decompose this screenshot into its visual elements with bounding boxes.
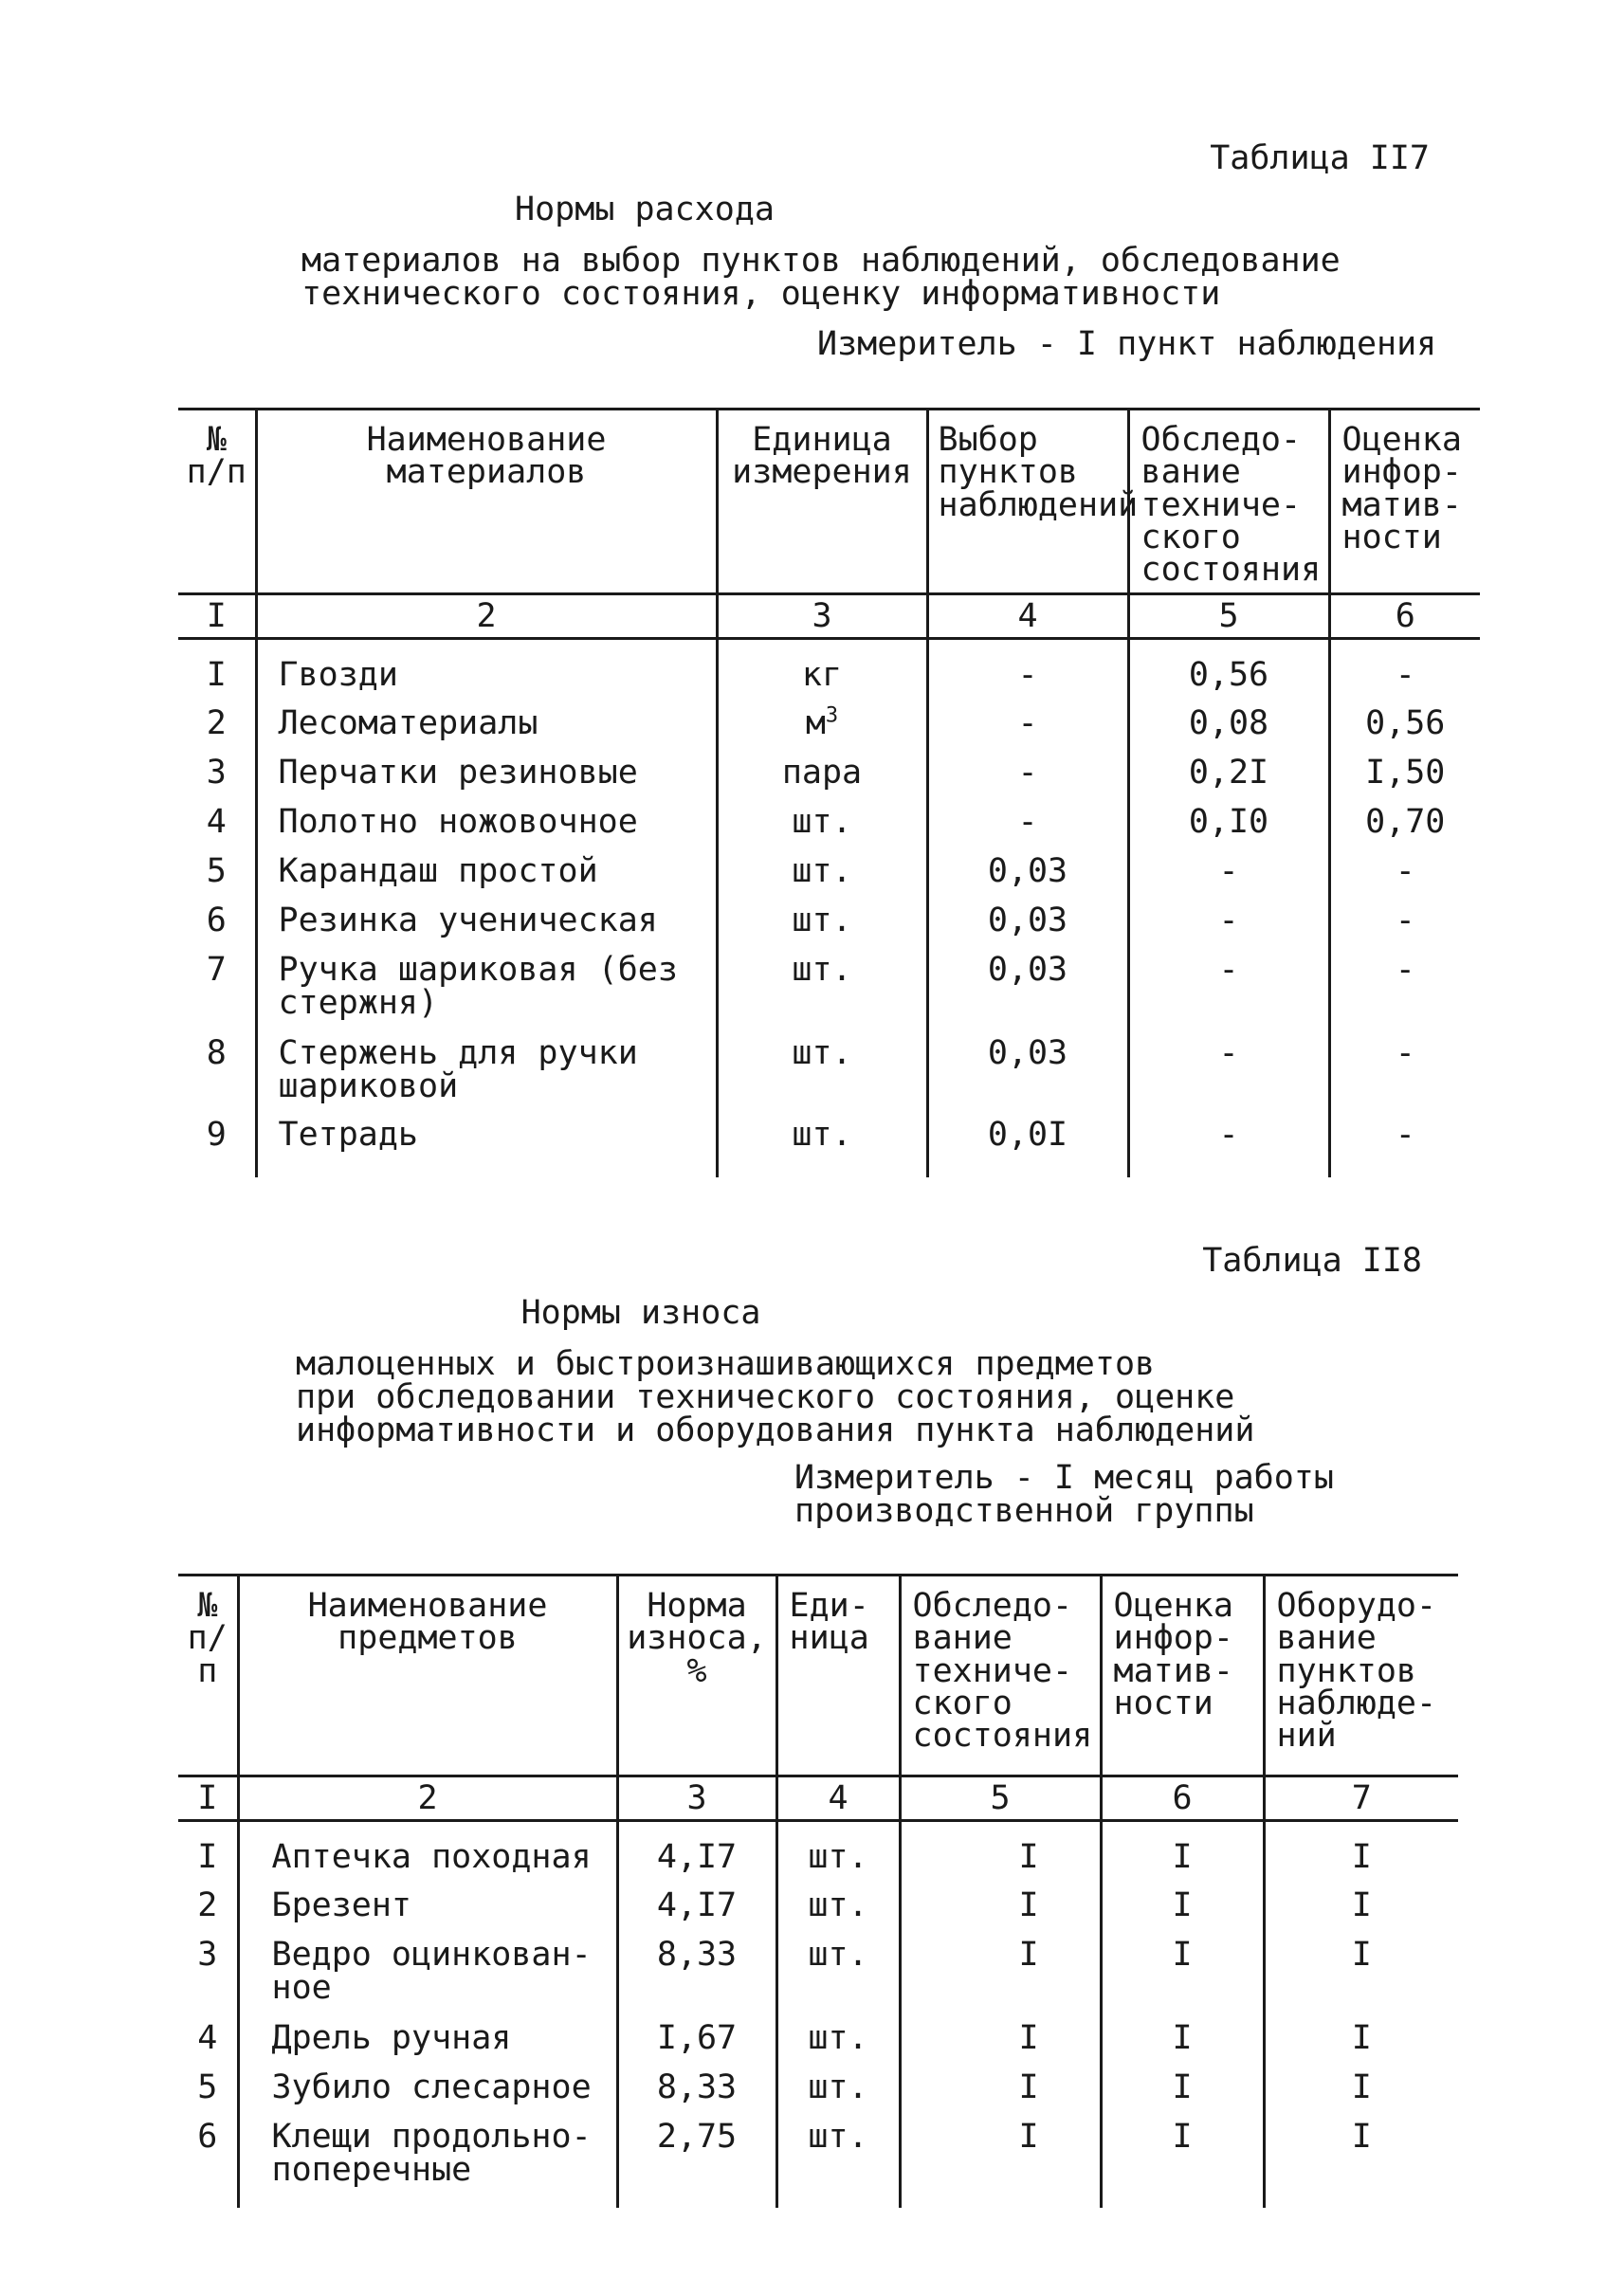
table-117 [178, 408, 1480, 1177]
t118-colnum: 7 [1264, 1776, 1458, 1821]
t118-header-name: Наименование предметов [238, 1576, 617, 1776]
t118-colnum: 3 [617, 1776, 776, 1821]
row-name: Тетрадь [256, 1119, 717, 1177]
row-name: Полотно ножовочное [256, 806, 717, 855]
row-number: 6 [197, 2117, 218, 2156]
row-name: Ручка шариковая (без стержня) [256, 954, 717, 1037]
row-norm: 8,33 [617, 1939, 776, 2022]
row-number: 5 [206, 851, 227, 890]
t118-header-c6: Оценка инфор- матив- ности [1101, 1576, 1264, 1776]
row-c4: - [927, 707, 1128, 756]
row-unit: шт. [776, 2121, 900, 2208]
table-row [178, 855, 1480, 904]
row-number: 5 [197, 2067, 218, 2106]
row-c4: - [927, 756, 1128, 806]
row-number: 3 [206, 753, 227, 792]
row-norm: I,67 [617, 2022, 776, 2071]
row-c4: 0,03 [927, 855, 1128, 904]
row-c5: - [1128, 1037, 1329, 1119]
row-unit: шт. [776, 1889, 900, 1939]
t117-header-c5: Обследо- вание техниче- ского состояния [1128, 410, 1329, 594]
row-c5: I [900, 1939, 1101, 2022]
table-row [178, 639, 1480, 707]
row-c5: 0,08 [1128, 707, 1329, 756]
row-number: I [206, 656, 227, 694]
row-name: Зубило слесарное [238, 2071, 617, 2121]
row-c7: I [1264, 2022, 1458, 2071]
row-c5: - [1128, 904, 1329, 954]
row-c6: - [1329, 904, 1480, 954]
row-c7: I [1264, 2071, 1458, 2121]
table-118 [178, 1574, 1458, 2208]
row-c5: - [1128, 954, 1329, 1037]
row-norm: 2,75 [617, 2121, 776, 2208]
row-unit: пара [717, 756, 927, 806]
row-unit [717, 702, 927, 756]
row-unit: шт. [776, 1821, 900, 1889]
row-name: Стержень для ручки шариковой [256, 1037, 717, 1119]
row-c4: 0,03 [927, 904, 1128, 954]
table-117-number: Таблица II7 [1210, 139, 1430, 177]
row-c6: I [1101, 2022, 1264, 2071]
row-c4: 0,0I [927, 1119, 1128, 1177]
table-118-measure: Измеритель - I месяц работы производственной группы [794, 1459, 1334, 1530]
t117-colnum: 4 [927, 594, 1128, 639]
row-name: Резинка ученическая [256, 904, 717, 954]
table-row [178, 1939, 1458, 2022]
row-c4: 0,03 [927, 954, 1128, 1037]
row-name: Брезент [238, 1889, 617, 1939]
table-117-title: Нормы расхода [515, 191, 775, 228]
row-c5: I [900, 1821, 1101, 1889]
table-row [178, 806, 1480, 855]
row-name: Карандаш простой [256, 855, 717, 904]
unit-base: м [805, 703, 826, 742]
row-number: 3 [197, 1935, 218, 1974]
t117-header-n: № п/п [178, 410, 256, 594]
row-name: Лесоматериалы [256, 707, 717, 756]
row-c5: - [1128, 855, 1329, 904]
table-row [178, 2022, 1458, 2071]
row-name: Гвозди [256, 639, 717, 707]
unit-superscript: 3 [825, 702, 839, 727]
table-row [178, 954, 1480, 1037]
row-number: 8 [206, 1033, 227, 1072]
row-c6: I [1101, 2071, 1264, 2121]
row-unit: шт. [717, 806, 927, 855]
row-c6: - [1329, 1037, 1480, 1119]
row-c4: 0,03 [927, 1037, 1128, 1119]
row-number: 4 [197, 2018, 218, 2057]
table-118-title: Нормы износа [520, 1294, 761, 1332]
row-c6: - [1329, 954, 1480, 1037]
row-number: 7 [206, 950, 227, 989]
row-name: Дрель ручная [238, 2022, 617, 2071]
t118-header-c5: Обследо- вание техниче- ского состояния [900, 1576, 1101, 1776]
row-c6: I [1101, 1821, 1264, 1889]
row-number: 2 [197, 1885, 218, 1924]
row-norm: 8,33 [617, 2071, 776, 2121]
row-c5: 0,I0 [1128, 806, 1329, 855]
row-c6: I [1101, 2121, 1264, 2208]
row-c5: 0,2I [1128, 756, 1329, 806]
row-c6: - [1329, 639, 1480, 707]
row-name: Аптечка походная [238, 1821, 617, 1889]
row-c7: I [1264, 1821, 1458, 1889]
row-norm: 4,I7 [617, 1821, 776, 1889]
t118-colnum: 4 [776, 1776, 900, 1821]
t117-header-name: Наименование материалов [256, 410, 717, 594]
row-norm: 4,I7 [617, 1889, 776, 1939]
row-c5: 0,56 [1128, 639, 1329, 707]
row-unit: шт. [776, 2022, 900, 2071]
row-unit: шт. [717, 904, 927, 954]
row-c5: I [900, 2071, 1101, 2121]
row-c5: - [1128, 1119, 1329, 1177]
row-c6: I [1101, 1889, 1264, 1939]
t117-colnum: I [178, 594, 256, 639]
t117-colnum: 3 [717, 594, 927, 639]
table-row [178, 1119, 1480, 1177]
table-118-number: Таблица II8 [1202, 1242, 1422, 1280]
row-c4: - [927, 639, 1128, 707]
row-number: I [197, 1838, 218, 1876]
row-unit: шт. [717, 1119, 927, 1177]
row-c6: I [1101, 1939, 1264, 2022]
table-row [178, 2121, 1458, 2208]
t118-header-n: № п/п [178, 1576, 238, 1776]
table-118-subtitle: малоценных и быстроизнашивающихся предметов при обследовании технического состояния, оценке информативности и оборудования пункта наблюдений [296, 1345, 1255, 1449]
row-unit: кг [717, 639, 927, 707]
row-number: 9 [206, 1115, 227, 1154]
t118-colnum: 5 [900, 1776, 1101, 1821]
t118-header-c7: Оборудо- вание пунктов наблюде- ний [1264, 1576, 1458, 1776]
row-c4: - [927, 806, 1128, 855]
table-117-measure: Измеритель - I пункт наблюдения [817, 325, 1437, 363]
row-c6: 0,56 [1329, 707, 1480, 756]
row-number: 6 [206, 901, 227, 939]
t118-colnum: 2 [238, 1776, 617, 1821]
row-c6: - [1329, 855, 1480, 904]
t118-colnum: 6 [1101, 1776, 1264, 1821]
table-row [178, 1037, 1480, 1119]
t117-header-c6: Оценка инфор- матив- ности [1329, 410, 1480, 594]
row-unit: шт. [776, 2071, 900, 2121]
row-c7: I [1264, 1889, 1458, 1939]
t117-header-c4: Выбор пунктов наблюдений [927, 410, 1128, 594]
row-unit: шт. [717, 855, 927, 904]
row-name: Перчатки резиновые [256, 756, 717, 806]
row-name: Ведро оцинкован- ное [238, 1939, 617, 2022]
row-c7: I [1264, 2121, 1458, 2208]
t118-header-unit: Еди- ница [776, 1576, 900, 1776]
table-row [178, 904, 1480, 954]
row-c5: I [900, 2022, 1101, 2071]
table-row [178, 756, 1480, 806]
row-c6: I,50 [1329, 756, 1480, 806]
row-c7: I [1264, 1939, 1458, 2022]
t118-colnum: I [178, 1776, 238, 1821]
row-name: Клещи продольно- поперечные [238, 2121, 617, 2208]
row-c5: I [900, 1889, 1101, 1939]
table-row [178, 1821, 1458, 1889]
table-row [178, 2071, 1458, 2121]
row-unit: шт. [776, 1939, 900, 2022]
t117-colnum: 6 [1329, 594, 1480, 639]
t117-colnum: 2 [256, 594, 717, 639]
row-number: 4 [206, 802, 227, 841]
row-c6: - [1329, 1119, 1480, 1177]
t117-header-unit: Единица измерения [717, 410, 927, 594]
row-number: 2 [206, 703, 227, 742]
table-row [178, 707, 1480, 756]
t118-header-norm: Норма износа, % [617, 1576, 776, 1776]
table-row [178, 1889, 1458, 1939]
t117-colnum: 5 [1128, 594, 1329, 639]
table-117-subtitle: материалов на выбор пунктов наблюдений, обследование технического состояния, оценку информативности [301, 242, 1341, 313]
row-unit: шт. [717, 954, 927, 1037]
row-c6: 0,70 [1329, 806, 1480, 855]
row-c5: I [900, 2121, 1101, 2208]
row-unit: шт. [717, 1037, 927, 1119]
